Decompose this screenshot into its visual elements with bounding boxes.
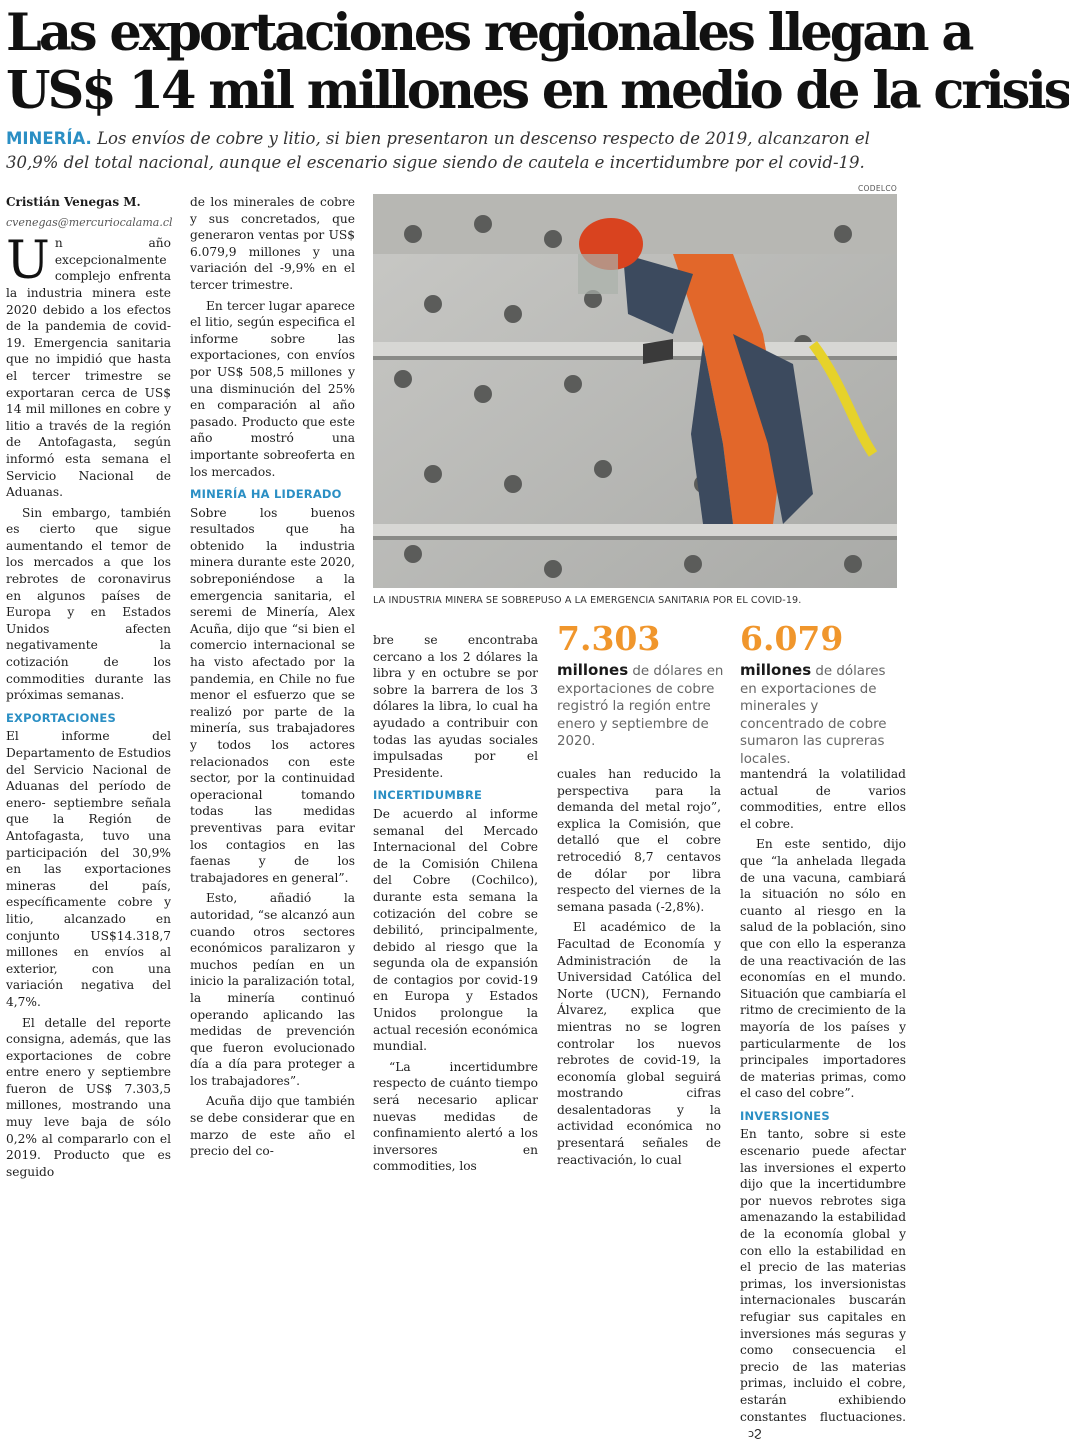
column-3 <box>373 632 538 1179</box>
photo-credit: CODELCO <box>858 184 898 193</box>
col1-p1-text: n año excepcionalmente complejo enfrenta la industria minera este 2020 debido a los efectos de la pandemia de covid-19. Emergencia sanitaria que no impidió que hasta el tercer trimestre se exportaran cerca de US$ 14 mil millones en cobre y litio a través de la región de Antofagasta, según informó esta semana el Servicio Nacional de Aduanas. <box>6 236 171 500</box>
headline-line-1: Las exportaciones regionales llegan a <box>6 3 972 63</box>
col3-p2: De acuerdo al informe semanal del Mercado Internacional del Cobre de la Comisión Chilena del Cobre (Cochilco), durante esta semana la cotización del cobre se debilitó, principalmente, debido al riesgo que la segunda ola de expansión de contagios por covid-19 en Europa y Estados Unidos prolongue la actual recesión económica mundial. <box>373 806 538 1054</box>
col5-p1: mantendrá la volatilidad actual de varios commodities, entre ellos el cobre. <box>740 767 906 831</box>
column-1 <box>6 194 171 1184</box>
stat-copper-bold: millones <box>557 661 629 679</box>
section-heading-incertidumbre: INCERTIDUMBRE <box>373 788 483 803</box>
stat-mineral-exports <box>740 619 906 768</box>
column-2 <box>190 194 355 1164</box>
col2-p5: Acuña dijo que también se debe considerar que en marzo de este año el precio del co- <box>190 1094 355 1159</box>
col3-p1: bre se encontraba cercano a los 2 dólares la libra y en octubre se por sobre la barrera de los 3 dólares la libra, lo cual ha ayudado a contribuir con todas las ayudas sociales impulsadas por el Presidente. <box>373 633 538 780</box>
column-5 <box>740 766 906 1447</box>
stat-copper-number: 7.303 <box>557 619 661 658</box>
col3-p3: “La incertidumbre respecto de cuánto tiempo será necesario aplicar nuevas medidas de confinamiento alertó a los inversores en commodities, los <box>373 1059 538 1174</box>
lead-text: Los envíos de cobre y litio, si bien presentaron un descenso respecto de 2019, alcanzaron el 30,9% del total nacional, aunque el escenario sigue siendo de cautela e incertidumbre por el covid-19. <box>6 129 870 172</box>
stat-mineral-text <box>740 662 906 768</box>
col1-p4: El detalle del reporte consigna, además, que las exportaciones de cobre entre enero y septiembre fueron de US$ 7.303,5 millones, mostrando una muy leve baja de sólo 0,2% al compararlo con el 2019. Producto que es seguido <box>6 1015 171 1179</box>
stat-mineral-desc: de dólares en exportaciones de minerales y concentrado de cobre sumaron las cupreras locales. <box>740 664 887 767</box>
headline-line-2: US$ 14 mil millones en medio de la crisis <box>6 61 1069 121</box>
section-heading-mineria-ha-liderado: MINERÍA HA LIDERADO <box>190 487 342 502</box>
col2-p4: Esto, añadió la autoridad, “se alcanzó aun cuando otros sectores económicos paralizaron y muchos pedían en un inicio la paralización total, la minería continuó operando aplicando las medidas de prevención que fueron evolucionado día a día para proteger a los trabajadores”. <box>190 891 355 1088</box>
drop-cap: U <box>6 231 50 292</box>
col1-p2: Sin embargo, también es cierto que sigue aumentando el temor de los mercados a que los rebrotes de coronavirus en algunos países de Europa y en Estados Unidos afecten negativamente la cotización de los commodities durante las próximas semanas. <box>6 505 171 703</box>
col4-p1: cuales han reducido la perspectiva para la demanda del metal rojo”, explica la Comisión, que detalló que el cobre retrocedió 8,7 centavos de dólar por libra respecto del viernes de la semana pasada (-2,8%). <box>557 767 721 914</box>
col2-p3: Sobre los buenos resultados que ha obtenido la industria minera durante este 2020, sobreponiéndose a la emergencia sanitaria, el seremi de Minería, Alex Acuña, dijo que “si bien el comercio internacional se ha visto afectado por la pandemia, en Chile no fue menor el esfuerzo que se realizó por parte de la minería, sus trabajadores y todos los actores relacionados con este sector, por la continuidad operacional tomando todas las medidas preventivas para evitar los contagios en las faenas y de los trabajadores en general”. <box>190 505 355 885</box>
col4-p2: El académico de la Facultad de Economía y Administración de la Universidad Católica del Norte (UCN), Fernando Álvarez, explica que mientras no se logren controlar los nuevos rebrotes de covid-19, la economía global seguirá mostrando cifras desalentadoras y la actividad económica no presentará señales de reactivación, lo cual <box>557 920 721 1167</box>
col1-p1 <box>6 231 171 501</box>
photo-mining-worker <box>373 194 897 588</box>
photo-caption: LA INDUSTRIA MINERA SE SOBREPUSO A LA EMERGENCIA SANITARIA POR EL COVID-19. <box>373 595 802 606</box>
col5-p2: En este sentido, dijo que “la anhelada llegada de una vacuna, cambiará la situación no sólo en cuanto al riesgo en la salud de la población, sino que con ello la esperanza de una reactivación de las economías en el mundo. Situación que cambiaría el ritmo de crecimiento de la mayoría de los países y particularmente de los principales importadores de materias primas, como el caso del cobre”. <box>740 837 906 1101</box>
lead-kicker: MINERÍA. <box>6 129 92 148</box>
lead-paragraph <box>6 127 901 175</box>
byline-author: Cristián Venegas M. <box>6 195 141 209</box>
section-heading-exportaciones: EXPORTACIONES <box>6 710 116 725</box>
col1-p3: El informe del Departamento de Estudios del Servicio Nacional de Aduanas del período de enero- septiembre señala que la Región de Antofagasta, tuvo una participación del 30,9% en las exportaciones mineras del país, específicamente cobre y litio, alcanzado en conjunto US$14.318,7 millones en envíos al exterior, con una variación negativa del 4,7%. <box>6 729 171 1009</box>
stat-mineral-bold: millones <box>740 661 812 679</box>
col5-p3-text: En tanto, sobre si este escenario puede afectar las inversiones el experto dijo que la incertidumbre por nuevos rebrotes siga amenazando la estabilidad de la economía global y con ello la estabilidad en el precio de las materias primas, los inversionistas internacionales buscarán refugiar sus capitales en inversiones más seguras y como consecuencia el precio de las materias primas, incluido el cobre, estarán exhibiendo constantes fluctuaciones. <box>740 1127 906 1424</box>
section-heading-inversiones: INVERSIONES <box>740 1108 830 1123</box>
stat-copper-text <box>557 662 727 751</box>
column-4 <box>557 766 721 1172</box>
stat-mineral-number: 6.079 <box>740 619 844 658</box>
stat-copper-desc: de dólares en exportaciones de cobre registró la región entre enero y septiembre de 2020. <box>557 664 724 749</box>
end-of-article-mark: ↄϨ <box>748 1427 762 1441</box>
byline-email: cvenegas@mercuriocalama.cl <box>6 215 173 229</box>
col2-p2: En tercer lugar aparece el litio, según especifica el informe sobre las exportaciones, con envíos por US$ 508,5 millones y una disminución del 25% en comparación al año pasado. Producto que este año mostró una importante sobreoferta en los mercados. <box>190 298 355 479</box>
col2-p1: de los minerales de cobre y sus concretados, que generaron ventas por US$ 6.079,9 millones y una variación del -9,9% en el tercer trimestre. <box>190 195 355 292</box>
headline <box>6 3 1069 121</box>
col5-p3 <box>740 1126 906 1442</box>
photo-illustration <box>373 194 897 588</box>
stat-copper-exports <box>557 619 727 751</box>
